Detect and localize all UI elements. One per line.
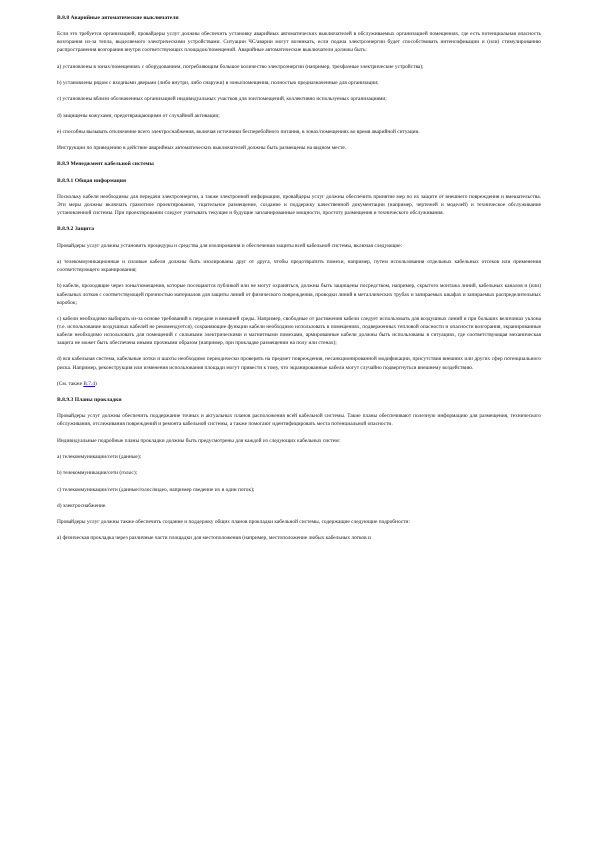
list-item: e) способны вызывать отключение всего электроснабжения, включая источники бесперебойного питания, в зонах/помещениях во время аварийной ситуации. [57, 128, 420, 135]
list-item: d) электроснабжение. [57, 502, 107, 509]
list-item: a) телекоммуникации/сети (данные); [57, 454, 142, 461]
list-item: c) установлены вблизи обозначенных организацией индивидуальных участков для зон/помещений, коллективно используемых организациями; [57, 96, 387, 103]
section-heading-b89: B.8.9 Менеджмент кабельной системы [57, 161, 154, 168]
list-item: b) установлены рядом с входными дверьми (либо внутри, либо снаружи) в зоны/помещения, полностью предназначенные для организации; [57, 80, 379, 87]
paragraph: Провайдеры услуг должны также обеспечить создание и поддержку общих планов прокладки кабельной системы, содержащие следующие подробности: [57, 519, 410, 526]
list-item: a) физическая прокладка через различные части площадки для местоположения (например, местоположение любых кабельных лотков и [57, 535, 371, 542]
list-item: d) защищены кожухами, предотвращающими от случайной активации; [57, 112, 220, 119]
section-heading-b892: B.8.9.2 Защита [57, 226, 95, 233]
paragraph: Поскольку кабели необходимы для передачи электроэнергии, а также электронной информации, провайдеры услуг должны обеспечить принятие мер по их защите от внешнего повреждения и вмешательства. Эти меры должны включать грамотное проектирование, тщательное размещение, создание и поддержку качественной документации (например, чертежей и моделей) и техническое обслуживание установленной системы. При проектировании следует учитывать текущие и будущие запланированные мощности, простоту размещения и технического обслуживания. [57, 194, 541, 217]
list-item: a) телекоммуникационные и силовые кабели должны быть изолированы друг от друга, чтобы предотвратить помехи, например, путем использования отдельных кабельных отсеков или применения соответствующего экранирования; [57, 259, 541, 274]
see-also-note [57, 380, 541, 388]
see-also-suffix: ) [95, 380, 97, 387]
section-heading-b893: B.8.9.3 Планы прокладки [57, 397, 122, 404]
paragraph: Провайдеры услуг должны обеспечить поддержание точных и актуальных планов расположения всей кабельной системы. Такие планы обеспечивают полезную информацию для размещения, технического обслуживания, отслеживания повреждений и ремонта кабельной системы, а также помогают идентифицировать места потенциальной опасности. [57, 413, 541, 428]
list-item: b) кабели, проходящие через зоны/помещения, которые посещаются публикой или не могут охраняться, должны быть защищены посредством, например, скрытого монтажа линий, кабельных каналов и (или) кабельных лотков с соответствующей прочностью материалов для защиты линий от физического повреждения, проводки линий в металлических трубах и запираемых шкафах и запираемых распределительных коробок; [57, 283, 541, 306]
paragraph: Индивидуальные подробные планы прокладки должны быть предусмотрены для каждой из следующих кабельных систем: [57, 437, 341, 444]
paragraph: Провайдеры услуг должны установить процедуры и средства для изолирования и обеспечения защиты всей кабельной системы, включая следующие: [57, 242, 403, 249]
list-item: a) установлены в зонах/помещениях с оборудованием, потребляющим большое количество электроэнергии (например, трехфазные электрические устройства); [57, 63, 424, 70]
see-also-prefix: (См. также [57, 380, 84, 387]
section-heading-b88: B.8.8 Аварийные автоматические выключатели [57, 15, 179, 21]
paragraph: Инструкции по приведению в действие аварийных автоматических выключателей должны быть размещены на видном месте. [57, 145, 347, 152]
list-item: b) телекоммуникации/сети (голос); [57, 470, 138, 477]
list-item: c) телекоммуникации/сети (данные/голос/видео, например сведение их в один поток); [57, 486, 255, 493]
section-heading-b891: B.8.9.1 Общая информация [57, 177, 126, 184]
see-also-link-b74[interactable]: B.7.4 [83, 380, 96, 387]
list-item: d) вся кабельная система, кабельные лотки и шахты необходимо периодически проверять на предмет повреждения, несанкционированной модификации, присутствия внешних или других сфер потенциального риска. Например, реконструкция или изменения использования площади могут привести к тому, что экранированные кабели могут случайно подвергнуться внешнему воздействию. [57, 356, 541, 371]
list-item: c) кабели необходимо выбирать из-за основе требований к передаче и внешней среды. Например, свободные от растяжения кабели следует использовать для воздушных линий и при больших величинах уклона (т.е. использование воздушных кабелей не рекомендуется), сохраняющие функции кабели необходимо использовать в помещениях, подверженных тепловой опасности и опасности возгорания, экранированные кабели необходимо использовать для помещений с сильными электрическими и магнитными помехами, армированные кабели должны быть использованы в ситуациях, где соответствующая механическая защита не может быть обеспечена иными прочными образом (например, при прокладке размещении на полу или стенах); [57, 315, 541, 347]
paragraph: Если это требуется организацией, провайдеры услуг должны обеспечить установку аварийных автоматических выключателей в обслуживаемых организацией помещениях, где есть потенциальная опасность возгорания из-за тепла, выделяемого электрическими устройствами. Ситуации ЧС/аварии могут возникать, если подача электроэнергии будет способствовать интенсификации и (или) стимулированию распространения возгорания внутри соответствующих площадок/помещений. Аварийные автоматические выключатели должны быть: [57, 31, 541, 54]
